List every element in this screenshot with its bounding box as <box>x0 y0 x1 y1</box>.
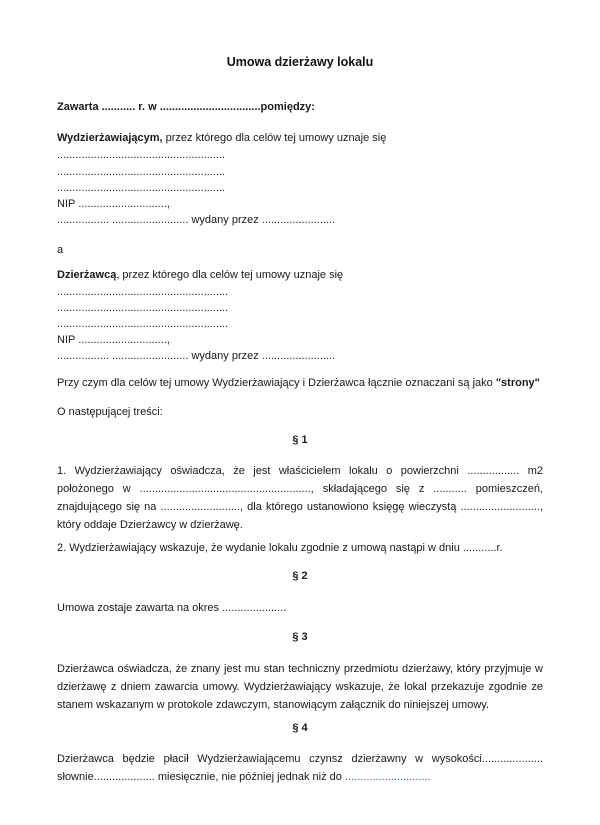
lessee-blank-line: ........................................................ <box>57 286 229 298</box>
section-1-paragraph-1: 1. Wydzierżawiający oświadcza, że jest właścicielem lokalu o powierzchni ................. m2 położonego w ........................................................, składającego się z ........... pomieszczeń, znajdującego się na .........................., dla którego ustanowiono księgę wieczystą .........................., który oddaje Dzierżawcy w dzierżawę. <box>57 465 543 531</box>
document-title: Umowa dzierżawy lokalu <box>226 55 374 69</box>
contract-header-line: Zawarta ........... r. w .................................pomiędzy: <box>57 101 315 113</box>
lessee-intro <box>57 268 343 283</box>
section-heading-2: § 2 <box>292 570 308 582</box>
section-3-paragraph: Dzierżawca oświadcza, że znany jest mu stan techniczny przedmiotu dzierżawy, który przyjmuje w dzierżawę z dniem zawarcia umowy. Wydzierżawiający wskazuje, że lokal przekazuje zgodnie ze stanem wskazanym w protokole zdawczym, stanowiącym załącznik do niniejszej umowy. <box>57 663 543 711</box>
lessee-nip-line: NIP ............................., <box>57 334 170 346</box>
lessor-id-line: ................. ......................... wydany przez ........................ <box>57 214 336 226</box>
lessor-blank-line: ....................................................... <box>57 166 226 178</box>
lessor-blank-line: ....................................................... <box>57 182 226 194</box>
section-heading-1: § 1 <box>292 434 308 446</box>
section-4-date-blank: ............................ <box>344 771 431 783</box>
lessor-intro <box>57 131 386 146</box>
lessor-label: Wydzierżawiającym, <box>57 132 163 144</box>
section-heading-4: § 4 <box>292 722 308 734</box>
lessee-blank-line: ........................................................ <box>57 318 229 330</box>
lessor-blank-line: ....................................................... <box>57 149 226 161</box>
section-4-paragraph <box>57 750 543 786</box>
lessee-intro-text: , przez którego dla celów tej umowy uznaje się <box>116 269 344 281</box>
section-heading-3: § 3 <box>292 631 308 643</box>
section-1-paragraph-2: 2. Wydzierżawiający wskazuje, że wydanie lokalu zgodnie z umową nastąpi w dniu ...........r. <box>57 542 503 554</box>
lessor-nip-line: NIP ............................., <box>57 198 170 210</box>
section-2-paragraph: Umowa zostaje zawarta na okres ..................... <box>57 602 287 614</box>
content-intro: O następującej treści: <box>57 406 163 418</box>
lessor-intro-text: przez którego dla celów tej umowy uznaje się <box>162 132 387 144</box>
section-4-text: Dzierżawca będzie płacił Wydzierżawiającemu czynsz dzierżawny w wysokości.................... słownie.................... miesięcznie, nie później jednak niż do <box>57 753 543 783</box>
conjunction: a <box>57 244 64 256</box>
lessee-blank-line: ........................................................ <box>57 302 229 314</box>
parties-note-term: "strony" <box>495 377 540 389</box>
lessee-id-line: ................. ......................... wydany przez ........................ <box>57 350 336 362</box>
parties-note-text: Przy czym dla celów tej umowy Wydzierżawiający i Dzierżawca łącznie oznaczani są jako <box>57 377 496 389</box>
lessee-label: Dzierżawcą <box>57 269 117 281</box>
parties-note <box>57 376 540 391</box>
